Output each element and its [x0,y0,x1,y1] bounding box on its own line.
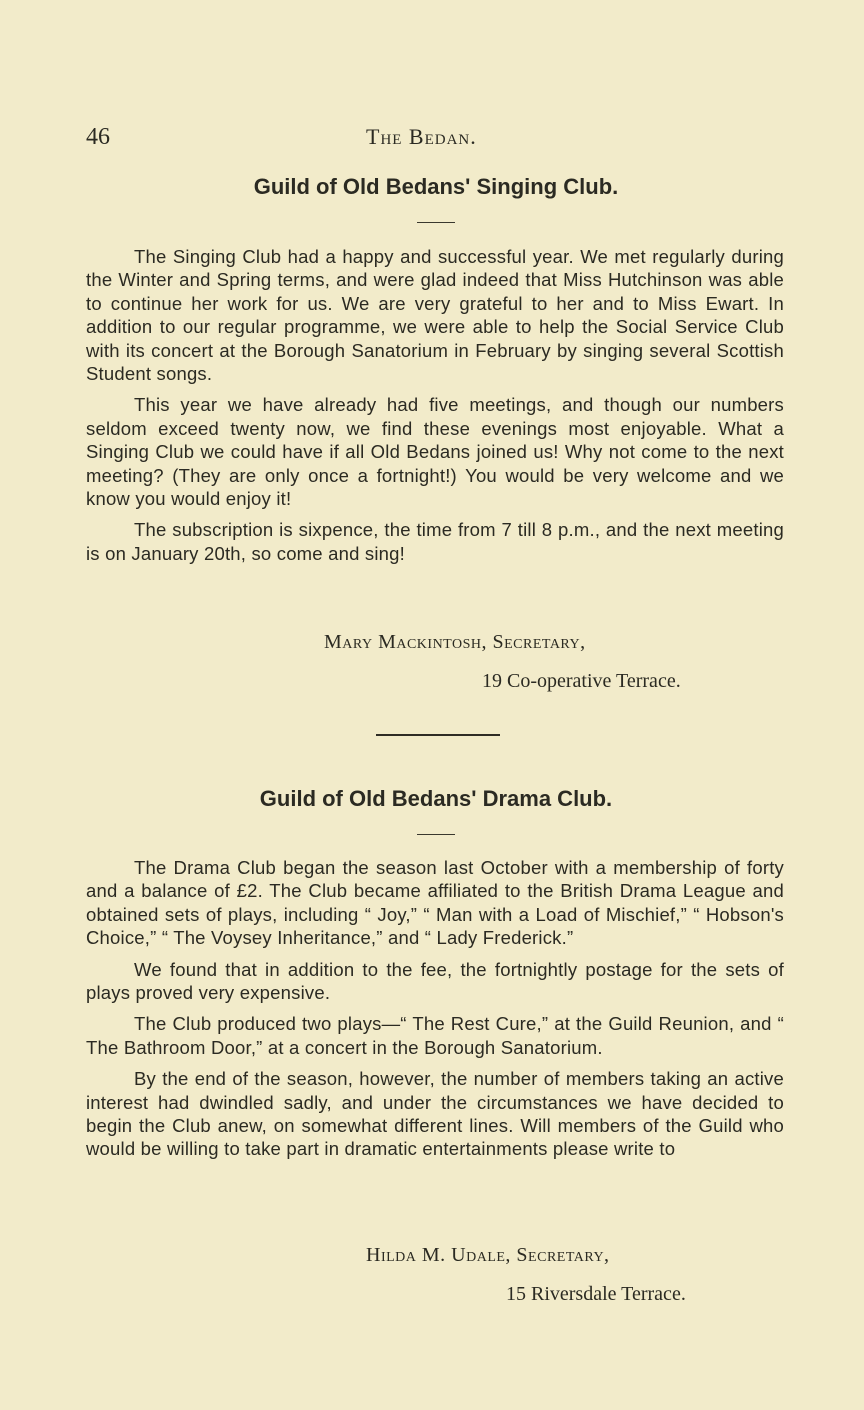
drama-club-signature-name: Hilda M. Udale, Secretary, [366,1244,610,1266]
drama-club-paragraph-4: By the end of the season, however, the number of members taking an active interest had dwindled sadly, and under the circumstances we have decided to begin the Club anew, on somewhat different lines. Will members of the Guild who would be willing to take part in dramatic entertainments please write to [86,1068,784,1160]
drama-club-title: Guild of Old Bedans' Drama Club. [259,786,613,811]
running-head [86,124,786,154]
singing-club-signature-address: 19 Co-operative Terrace. [482,670,681,692]
drama-club-paragraph-2: We found that in addition to the fee, the fortnightly postage for the sets of plays proved very expensive. [86,958,784,1004]
drama-club-paragraph-3: The Club produced two plays—“ The Rest Cure,” at the Guild Reunion, and “ The Bathroom Door,” at a concert in the Borough Sanatorium. [86,1013,784,1058]
journal-title: The Bedan. [366,124,477,149]
drama-club-paragraph-1: The Drama Club began the season last October with a membership of forty and a balance of £2. The Club became affiliated to the British Drama League and obtained sets of plays, including “ Joy,” “ Man with a Load of Mischief,” “ Hobson's Choice,” “ The Voysey Inheritance,” and “ Lady Frederick.” [86,857,784,949]
singing-club-signature-name: Mary Mackintosh, Secretary, [324,631,586,653]
singing-club-paragraph-1: The Singing Club had a happy and successful year. We met regularly during the Winter and Spring terms, and were glad indeed that Miss Hutchinson was able to continue her work for us. We are very grateful to her and to Miss Ewart. In addition to our regular programme, we were able to help the Social Service Club with its concert at the Borough Sanatorium in February by singing several Scottish Student songs. [86,246,784,385]
drama-club-title-rule [417,834,455,835]
section-divider [376,734,500,736]
singing-club-paragraph-2: This year we have already had five meetings, and though our numbers seldom exceed twenty now, we find these evenings most enjoyable. What a Singing Club we could have if all Old Bedans joined us! Why not come to the next meeting? (They are only once a fortnight!) You would be very welcome and we know you would enjoy it! [86,394,784,510]
drama-club-signature-address: 15 Riversdale Terrace. [506,1283,686,1305]
singing-club-title-rule [417,222,455,223]
singing-club-paragraph-3: The subscription is sixpence, the time from 7 till 8 p.m., and the next meeting is on January 20th, so come and sing! [86,519,784,564]
page-number: 46 [86,124,110,150]
singing-club-body [86,245,784,573]
singing-club-title: Guild of Old Bedans' Singing Club. [253,174,619,199]
drama-club-body [86,856,784,1169]
